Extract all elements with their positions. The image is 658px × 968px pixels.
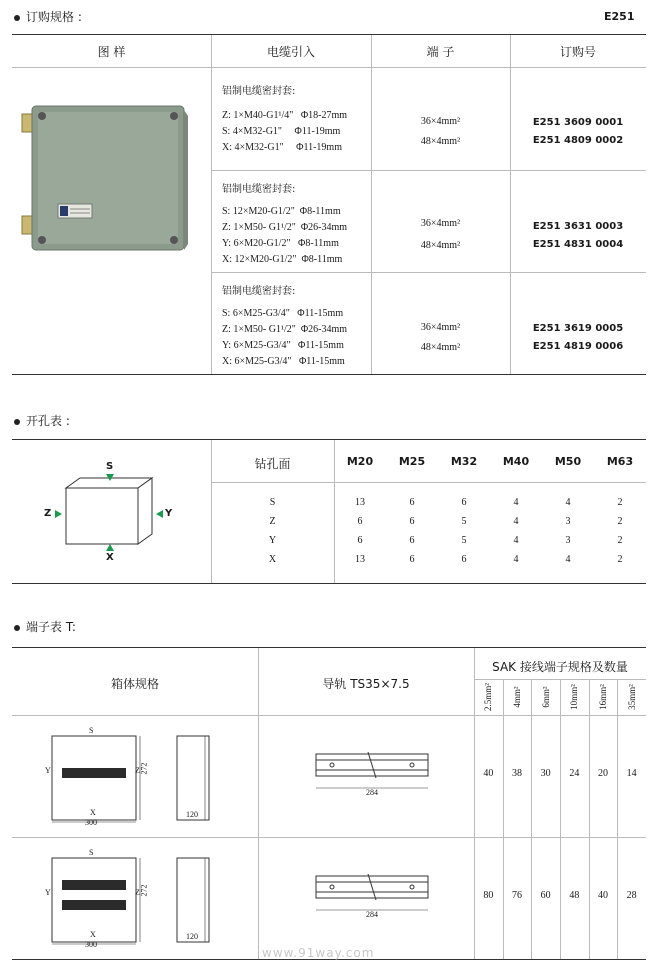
- header-order-number: 订购号: [559, 45, 596, 59]
- hole-count-cell: 4: [513, 497, 519, 508]
- dim-width: 300: [85, 818, 97, 827]
- face-label-y: Y: [165, 508, 173, 519]
- header-box-size: 箱体规格: [110, 677, 159, 691]
- gland-spec-line: Y: 6×M20-G1/2" Φ8-11mm: [222, 238, 339, 249]
- terminal-size-header: 2.5mm²: [483, 683, 494, 711]
- box-dimension-drawing: [40, 844, 260, 954]
- dim-y: Y: [45, 766, 51, 775]
- terminal-count-cell: 48: [569, 890, 580, 901]
- terminal-count-cell: 20: [597, 768, 608, 779]
- dim-s: S: [89, 726, 94, 735]
- bullet-icon: [14, 15, 20, 21]
- order-top-rule: [12, 34, 646, 35]
- dim-depth: 120: [186, 810, 198, 819]
- gland-spec-line: Z: 1×M50- G1¹/2" Φ26-34mm: [222, 222, 348, 233]
- hole-row-face: X: [268, 554, 277, 565]
- hole-count-cell: 13: [355, 497, 365, 508]
- hole-count-cell: 5: [461, 535, 467, 546]
- hole-count-cell: 5: [461, 516, 467, 527]
- hole-count-cell: 13: [355, 554, 365, 565]
- terminal-size-header: 35mm²: [626, 684, 637, 710]
- terminal-spec: 48×4mm²: [420, 342, 461, 353]
- bullet-icon: [14, 625, 20, 631]
- gland-spec-line: X: 12×M20-G1/2" Φ8-11mm: [222, 254, 343, 265]
- terminal-count-cell: 38: [511, 768, 522, 779]
- terminal-count-cell: 80: [483, 890, 494, 901]
- gland-title: 铝制电缆密封套:: [222, 286, 296, 297]
- terminal-spec: 36×4mm²: [420, 218, 461, 229]
- face-label-s: S: [106, 461, 114, 472]
- dim-z: Z: [135, 888, 140, 897]
- hole-count-cell: 6: [409, 554, 415, 565]
- hole-row-face: Y: [268, 535, 277, 546]
- terminal-size-header: 10mm²: [569, 684, 580, 710]
- terminal-count-cell: 30: [540, 768, 551, 779]
- arrow-up-icon: [106, 544, 114, 551]
- dim-height: 272: [139, 884, 149, 897]
- terminal-count-cell: 40: [483, 768, 494, 779]
- arrow-down-icon: [106, 474, 114, 481]
- header-sak: SAK 接线端子规格及数量: [492, 660, 628, 674]
- hole-row-face: S: [269, 497, 276, 508]
- hole-count-cell: 2: [617, 497, 623, 508]
- gland-spec-line: Z: 1×M50- G1¹/2" Φ26-34mm: [222, 324, 348, 335]
- order-number: E251 3631 0003: [532, 221, 624, 232]
- hole-count-cell: 6: [357, 516, 363, 527]
- hole-count-cell: 4: [513, 516, 519, 527]
- dim-width: 300: [85, 940, 97, 949]
- gland-spec-line: S: 6×M25-G3/4" Φ11-15mm: [222, 308, 344, 319]
- dim-depth: 120: [186, 932, 198, 941]
- gland-title: 铝制电缆密封套:: [222, 86, 296, 97]
- terminal-count-cell: 40: [597, 890, 608, 901]
- arrow-right-icon: [55, 510, 62, 518]
- dim-x: X: [90, 808, 96, 817]
- terminal-spec: 48×4mm²: [420, 136, 461, 147]
- terminal-count-cell: 24: [569, 768, 580, 779]
- header-terminal: 端 子: [426, 45, 455, 59]
- bullet-icon: [14, 419, 20, 425]
- order-bottom-rule: [12, 374, 646, 375]
- hole-count-cell: 6: [409, 535, 415, 546]
- dim-x: X: [90, 930, 96, 939]
- dim-y: Y: [45, 888, 51, 897]
- terminal-size-header: 6mm²: [540, 686, 551, 708]
- terminal-section-title: 端子表 T:: [14, 618, 76, 635]
- hole-column-header: M20: [346, 455, 374, 468]
- header-cable-entry: 电缆引入: [266, 45, 315, 59]
- terminal-size-header: 16mm²: [598, 684, 608, 710]
- hole-column-header: M32: [450, 455, 478, 468]
- gland-spec-line: S: 12×M20-G1/2" Φ8-11mm: [222, 206, 341, 217]
- box-dimension-drawing: [40, 722, 260, 832]
- terminal-count-cell: 28: [626, 890, 637, 901]
- terminal-count-cell: 14: [626, 768, 637, 779]
- order-number: E251 4809 0002: [532, 135, 624, 146]
- header-image: 图 样: [97, 45, 126, 59]
- rail-length: 284: [366, 910, 378, 919]
- gland-spec-line: S: 4×M32-G1" Φ11-19mm: [222, 126, 341, 137]
- terminal-count-cell: 60: [540, 890, 551, 901]
- hole-count-cell: 3: [565, 535, 571, 546]
- gland-spec-line: X: 6×M25-G3/4" Φ11-15mm: [222, 356, 345, 367]
- order-number: E251 3609 0001: [532, 117, 624, 128]
- face-label-z: Z: [44, 508, 52, 519]
- hole-count-cell: 4: [565, 497, 571, 508]
- terminal-size-header: 4mm²: [512, 686, 522, 708]
- hole-count-cell: 6: [409, 516, 415, 527]
- hole-column-header: M50: [554, 455, 582, 468]
- terminal-count-cell: 76: [511, 890, 522, 901]
- watermark: www.91way.com: [262, 946, 375, 960]
- face-label-x: X: [106, 552, 114, 563]
- terminal-spec: 48×4mm²: [420, 240, 461, 251]
- gland-spec-line: Z: 1×M40-G1¹/4" Φ18-27mm: [222, 110, 348, 121]
- hole-count-cell: 3: [565, 516, 571, 527]
- order-number: E251 3619 0005: [532, 323, 624, 334]
- arrow-left-icon: [156, 510, 163, 518]
- order-number: E251 4819 0006: [532, 341, 624, 352]
- dim-s: S: [89, 848, 94, 857]
- hole-count-cell: 2: [617, 516, 623, 527]
- gland-spec-line: Y: 6×M25-G3/4" Φ11-15mm: [222, 340, 344, 351]
- dim-z: Z: [135, 766, 140, 775]
- gland-spec-line: X: 4×M32-G1" Φ11-19mm: [222, 142, 342, 153]
- product-code: E251: [604, 10, 635, 23]
- hole-count-cell: 6: [461, 497, 467, 508]
- hole-count-cell: 2: [617, 554, 623, 565]
- order-section-title: 订购规格 :: [14, 8, 82, 25]
- hole-header-face: 钻孔面: [254, 457, 291, 471]
- gland-title: 铝制电缆密封套:: [222, 184, 296, 195]
- hole-count-cell: 6: [357, 535, 363, 546]
- hole-count-cell: 6: [461, 554, 467, 565]
- terminal-spec: 36×4mm²: [420, 116, 461, 127]
- hole-column-header: M25: [398, 455, 426, 468]
- dim-height: 272: [139, 762, 149, 775]
- hole-count-cell: 4: [513, 535, 519, 546]
- enclosure-photo: [20, 104, 190, 254]
- hole-count-cell: 6: [409, 497, 415, 508]
- hole-row-face: Z: [269, 516, 276, 527]
- hole-count-cell: 4: [513, 554, 519, 565]
- order-number: E251 4831 0004: [532, 239, 624, 250]
- rail-length: 284: [366, 788, 378, 797]
- hole-column-header: M63: [606, 455, 634, 468]
- hole-section-title: 开孔表 :: [14, 412, 70, 429]
- hole-count-cell: 4: [565, 554, 571, 565]
- terminal-spec: 36×4mm²: [420, 322, 461, 333]
- hole-column-header: M40: [502, 455, 530, 468]
- hole-count-cell: 2: [617, 535, 623, 546]
- header-rail: 导轨 TS35×7.5: [322, 677, 410, 691]
